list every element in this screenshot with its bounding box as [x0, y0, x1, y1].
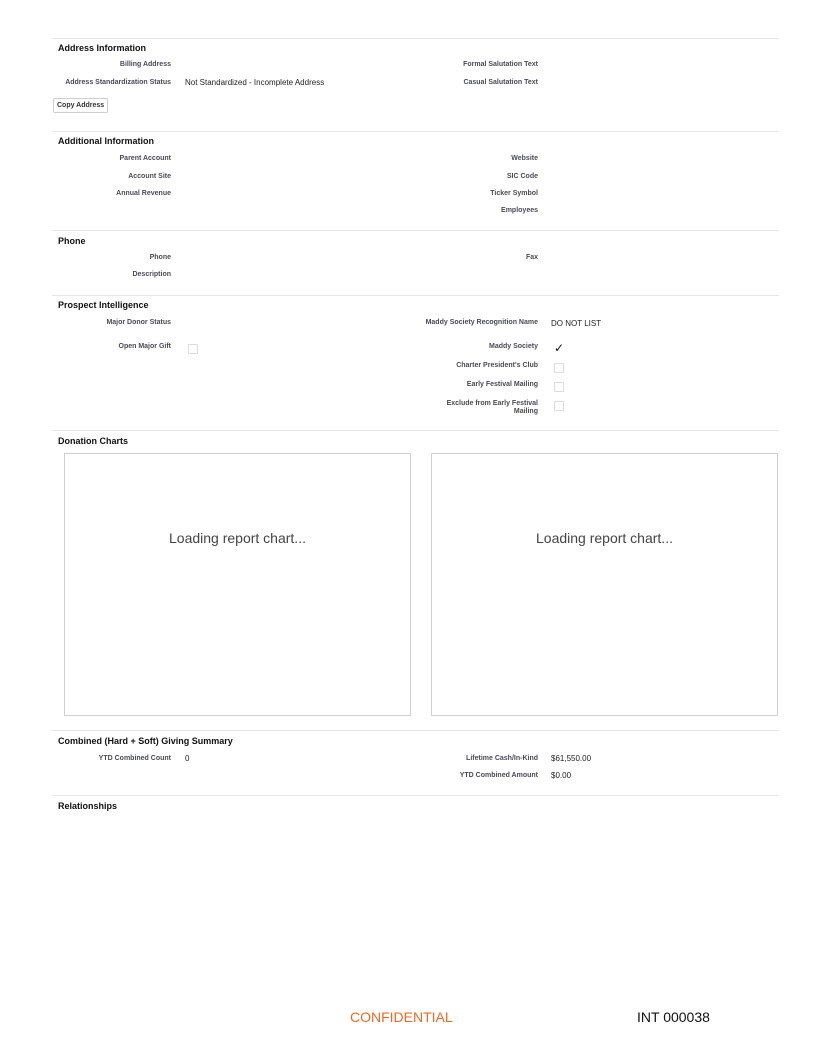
annual-revenue-label: Annual Revenue [116, 190, 171, 197]
major-donor-status-label: Major Donor Status [106, 319, 171, 326]
address-standardization-label: Address Standardization Status [65, 79, 171, 86]
section-title: Phone [58, 236, 86, 246]
fax-label: Fax [525, 254, 538, 261]
ytd-combined-count-label: YTD Combined Count [98, 755, 171, 762]
ytd-combined-count-value: 0 [185, 754, 190, 763]
giving-summary-section [52, 730, 779, 795]
charter-presidents-club-checkbox[interactable] [554, 363, 564, 373]
phone-section [52, 230, 779, 295]
ytd-combined-amount-value: $0.00 [551, 771, 572, 780]
open-major-gift-label: Open Major Gift [118, 343, 171, 350]
parent-account-label: Parent Account [119, 155, 171, 162]
relationships-section [52, 795, 779, 836]
phone-label: Phone [149, 254, 171, 261]
chart-loading-message: Loading report chart... [536, 530, 673, 546]
section-title: Relationships [58, 801, 118, 811]
donation-charts-section [52, 430, 779, 729]
report-chart-1[interactable] [64, 453, 411, 716]
sic-code-label: SIC Code [506, 173, 538, 180]
maddy-recognition-label: Maddy Society Recognition Name [425, 319, 538, 326]
early-festival-mailing-label: Early Festival Mailing [466, 381, 538, 388]
casual-salutation-label: Casual Salutation Text [463, 79, 538, 86]
description-label: Description [132, 271, 171, 278]
maddy-society-label: Maddy Society [488, 343, 538, 350]
open-major-gift-checkbox[interactable] [188, 344, 198, 354]
address-information-section [52, 38, 779, 131]
confidential-stamp: CONFIDENTIAL [350, 1009, 453, 1025]
chart-loading-message: Loading report chart... [169, 530, 306, 546]
exclude-early-festival-label: Exclude from Early Festival Mailing [446, 400, 538, 415]
ticker-symbol-label: Ticker Symbol [490, 190, 538, 197]
section-title: Combined (Hard + Soft) Giving Summary [58, 736, 233, 746]
address-standardization-value: Not Standardized - Incomplete Address [185, 78, 325, 87]
charter-presidents-club-label: Charter President's Club [456, 362, 538, 369]
billing-address-label: Billing Address [119, 61, 171, 68]
section-title: Additional Information [58, 136, 154, 146]
additional-information-section [52, 131, 779, 230]
lifetime-cash-label: Lifetime Cash/In-Kind [466, 755, 538, 762]
exclude-early-festival-checkbox[interactable] [554, 401, 564, 411]
document-id: INT 000038 [637, 1009, 710, 1025]
ytd-combined-amount-label: YTD Combined Amount [459, 772, 538, 779]
maddy-recognition-value: DO NOT LIST [551, 319, 602, 328]
section-title: Donation Charts [58, 436, 129, 446]
report-chart-2[interactable] [431, 453, 778, 716]
early-festival-mailing-checkbox[interactable] [554, 382, 564, 392]
lifetime-cash-value: $61,550.00 [551, 754, 592, 763]
section-title: Address Information [58, 43, 147, 53]
website-label: Website [511, 155, 538, 162]
section-title: Prospect Intelligence [58, 300, 149, 310]
employees-label: Employees [501, 207, 538, 214]
copy-address-button[interactable]: Copy Address [53, 98, 108, 113]
prospect-intelligence-section [52, 295, 779, 430]
account-site-label: Account Site [128, 173, 171, 180]
formal-salutation-label: Formal Salutation Text [463, 61, 538, 68]
maddy-society-checkmark-icon[interactable]: ✓ [554, 341, 565, 355]
